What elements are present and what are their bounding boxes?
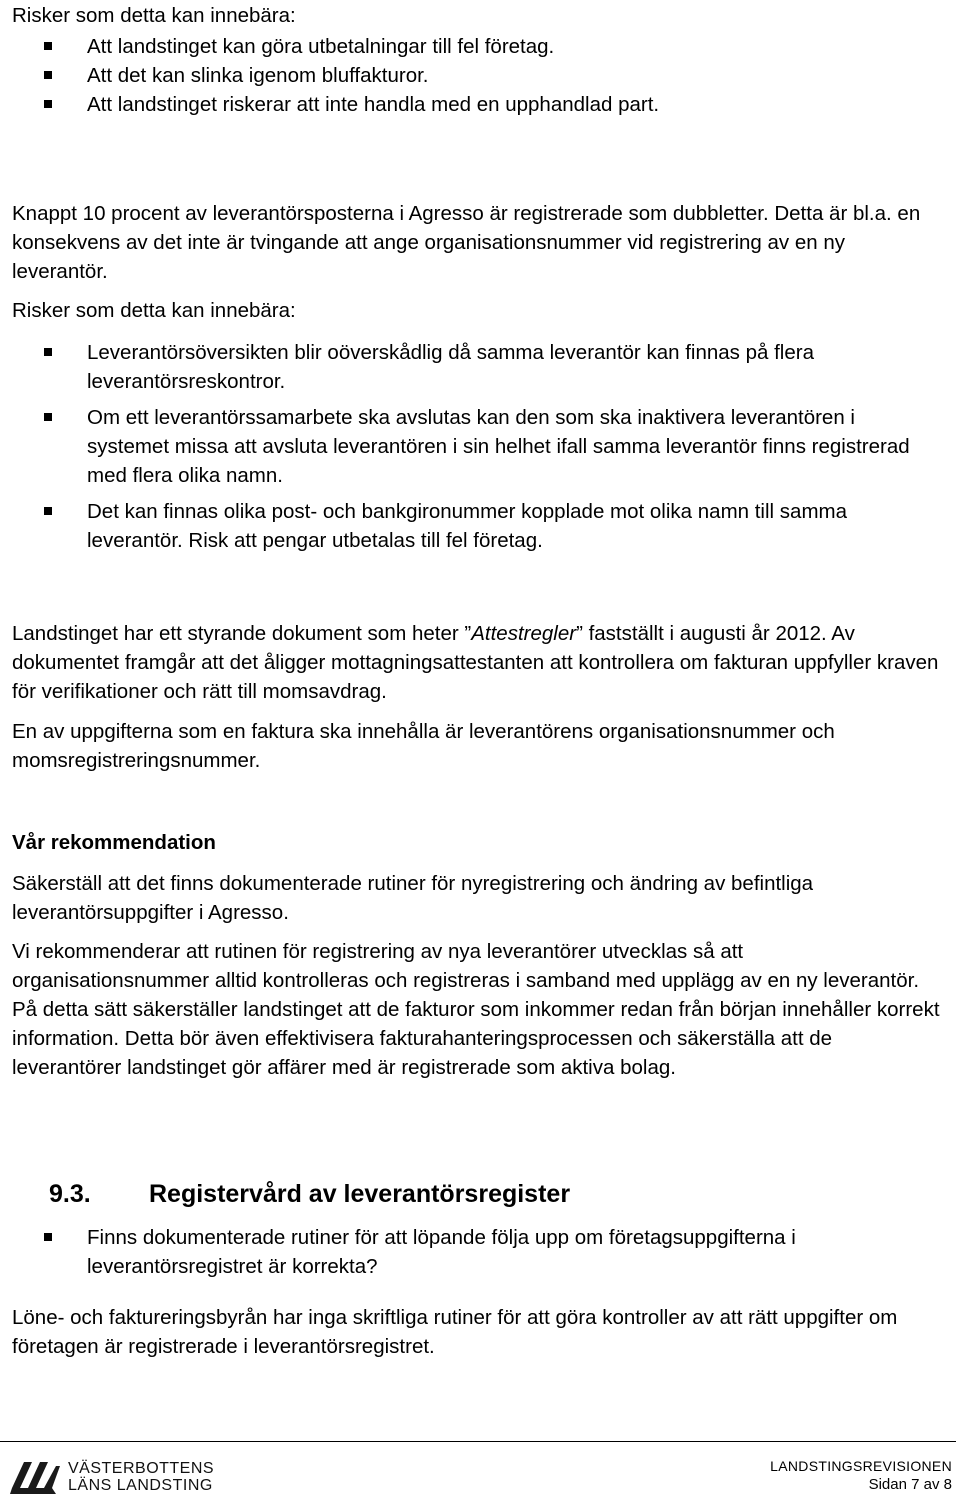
square-bullet-icon: [44, 413, 52, 421]
footer-divider: [0, 1441, 956, 1442]
list-item: Leverantörsöversikten blir oöverskådlig då samma leverantör kan finnas på flera leverantörsreskontror.: [12, 338, 942, 396]
section-heading: 9.3. Registervård av leverantörsregister: [49, 1180, 571, 1208]
attest-paragraph: Landstinget har ett styrande dokument som heter ”Attestregler” fastställt i augusti år 2012. Av dokumentet framgår att det åligger mottagningsattestanten att kontrollera om fakturan uppfyller kraven för verifikationer och rätt till momsavdrag.: [12, 622, 939, 703]
list-item: Finns dokumenterade rutiner för att löpande följa upp om företagsuppgifterna i leverantörsregistret är korrekta?: [12, 1223, 942, 1281]
attest-block: [12, 619, 942, 775]
section-9-3-paragraph: Löne- och faktureringsbyrån har inga skriftliga rutiner för att göra kontroller av att rätt uppgifter om företagen är registrerade i leverantörsregistret.: [12, 1306, 898, 1358]
list-item: Att det kan slinka igenom bluffakturor.: [12, 61, 942, 90]
recommendation-block: [12, 828, 942, 1082]
square-bullet-icon: [44, 348, 52, 356]
logo-line-2: LÄNS LANDSTING: [68, 1477, 213, 1494]
risks-intro-2: Risker som detta kan innebära:: [12, 299, 296, 322]
risks-block-1: [12, 1, 942, 119]
duplicates-block: [12, 199, 942, 555]
page-number: Sidan 7 av 8: [868, 1476, 952, 1493]
square-bullet-icon: [44, 42, 52, 50]
duplicates-paragraph: Knappt 10 procent av leverantörsposterna i Agresso är registrerade som dubbletter. Detta är bl.a. en konsekvens av det inte är tvingande att ange organisationsnummer vid registrering av en ny leverantör.: [12, 202, 921, 283]
footer-organization: LANDSTINGSREVISIONEN: [770, 1458, 952, 1474]
list-item: Det kan finnas olika post- och bankgironummer kopplade mot olika namn till samma leverantör. Risk att pengar utbetalas till fel företag.: [12, 497, 942, 555]
risks-list-1: [12, 32, 942, 119]
county-logo: [8, 1458, 228, 1494]
square-bullet-icon: [44, 71, 52, 79]
recommendation-heading: Vår rekommendation: [12, 831, 216, 854]
recommendation-paragraph-1: Säkerställ att det finns dokumenterade rutiner för nyregistrering och ändring av befintliga leverantörsuppgifter i Agresso.: [12, 872, 814, 924]
square-bullet-icon: [44, 507, 52, 515]
logo-line-1: VÄSTERBOTTENS: [68, 1460, 215, 1477]
list-item: Om ett leverantörssamarbete ska avslutas kan den som ska inaktivera leverantören i systemet missa att avsluta leverantören i sin helhet ifall samma leverantör finns registrerad med flera olika namn.: [12, 403, 942, 490]
invoice-content-paragraph: En av uppgifterna som en faktura ska innehålla är leverantörens organisationsnummer och momsregistreringsnummer.: [12, 720, 835, 772]
square-bullet-icon: [44, 100, 52, 108]
risks-list-2: [12, 338, 942, 555]
square-bullet-icon: [44, 1233, 52, 1241]
county-logo-icon: [8, 1458, 60, 1494]
recommendation-paragraph-2: Vi rekommenderar att rutinen för registrering av nya leverantörer utvecklas så att organisationsnummer alltid kontrolleras och registreras i samband med upplägg av en ny leverantör. På detta sätt säkerställer landstinget att de fakturor som inkommer redan från början innehåller korrekt information. Detta bör även effektivisera fakturahanteringsprocessen och säkerställa att de leverantörer landstinget gör affärer med är registrerade som aktiva bolag.: [12, 940, 940, 1079]
list-item: Att landstinget riskerar att inte handla med en upphandlad part.: [12, 90, 942, 119]
list-item: Att landstinget kan göra utbetalningar till fel företag.: [12, 32, 942, 61]
risks-intro-1: Risker som detta kan innebära:: [12, 4, 296, 27]
section-9-3: [12, 1178, 942, 1361]
section-9-3-list: [12, 1223, 942, 1281]
